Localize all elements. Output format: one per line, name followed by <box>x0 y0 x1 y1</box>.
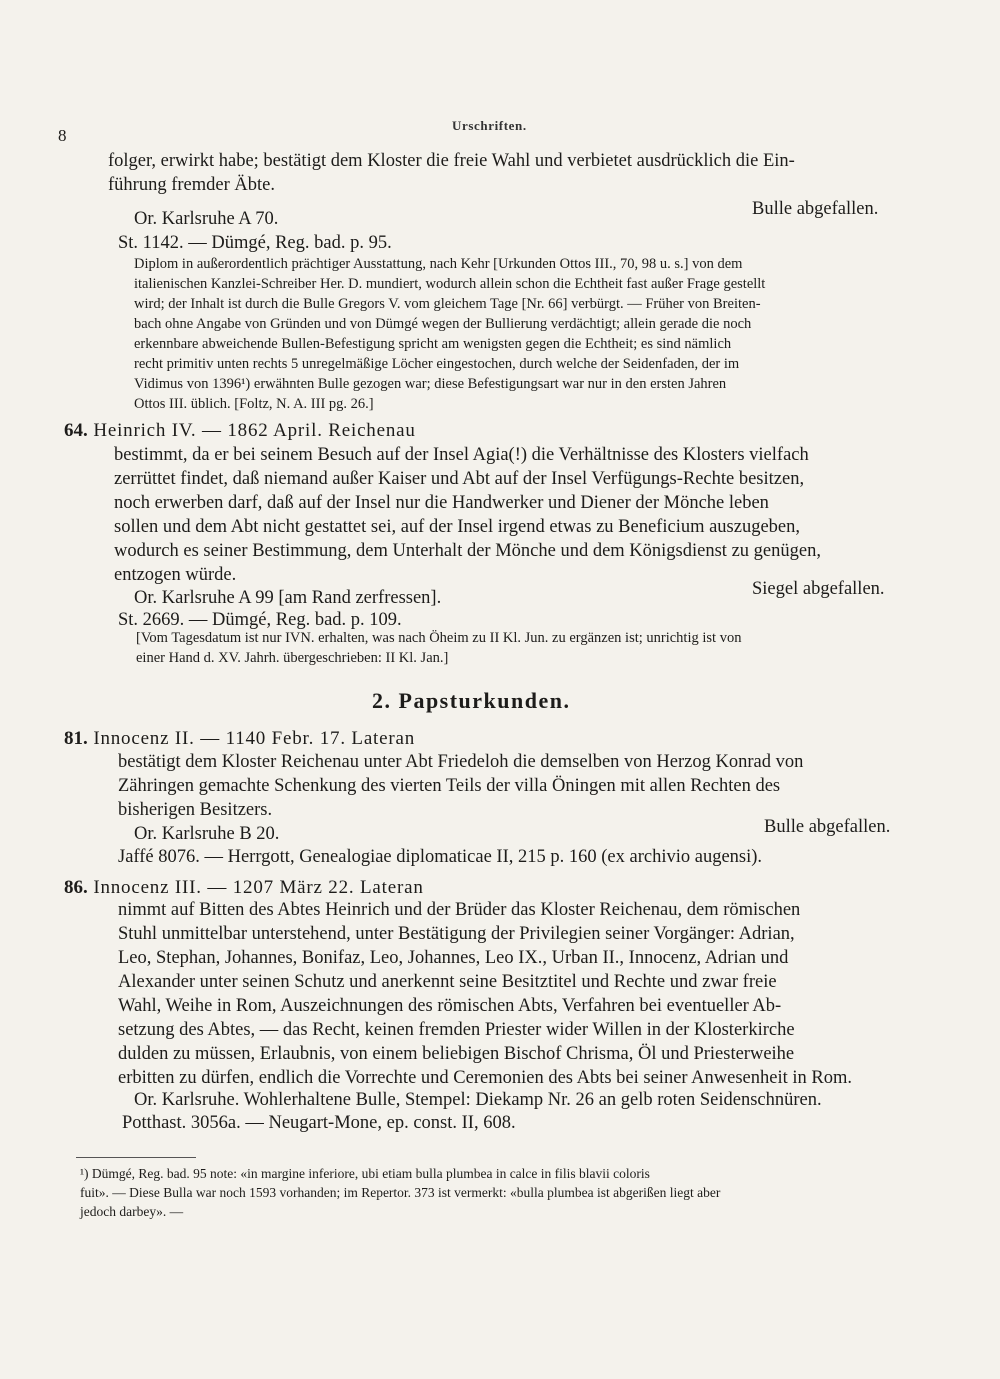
references-line: Potthast. 3056a. — Neugart-Mone, ep. const. II, 608. <box>122 1113 516 1133</box>
seal-note: Bulle abgefallen. <box>764 817 891 837</box>
references-line: Jaffé 8076. — Herrgott, Genealogiae diplomaticae II, 215 p. 160 (ex archivio augensi). <box>118 847 763 867</box>
entry-text <box>118 898 852 1090</box>
running-head: Urschriften. <box>452 118 527 133</box>
text-line: Leo, Stephan, Johannes, Bonifaz, Leo, Johannes, Leo IX., Urban II., Innocenz, Adrian und <box>118 948 789 968</box>
references-line: St. 1142. — Dümgé, Reg. bad. p. 95. <box>118 233 392 253</box>
note-line: Diplom in außerordentlich prächtiger Ausstattung, nach Kehr [Urkunden Ottos III., 70, 98 u. s.] von dem <box>134 256 743 272</box>
text-line: folger, erwirkt habe; bestätigt dem Kloster die freie Wahl und verbietet ausdrücklich die Ein- <box>108 151 795 171</box>
editorial-note <box>134 254 765 414</box>
text-line: erbitten zu dürfen, endlich die Vorrechte und Ceremonien des Abts bei seiner Anwesenheit in Rom. <box>118 1068 852 1088</box>
note-line: erkennbare abweichende Bullen-Befestigung spricht am wenigsten gegen die Echtheit; es sind nämlich <box>134 336 732 352</box>
text-line: wodurch es seiner Bestimmung, dem Unterhalt der Mönche und dem Königsdienst zu genügen, <box>114 541 821 561</box>
source-line: Or. Karlsruhe B 20. <box>134 824 280 844</box>
entry-number: 86. <box>64 877 88 898</box>
entry-text <box>118 750 803 822</box>
section-title: 2. Papsturkunden. <box>372 688 571 713</box>
entry-title: Heinrich IV. — 1862 April. Reichenau <box>93 420 416 441</box>
references-line: St. 2669. — Dümgé, Reg. bad. p. 109. <box>118 610 402 630</box>
note-line: recht primitiv unten rechts 5 unregelmäßige Löcher eingestochen, durch welche der Seidenfaden, der im <box>134 356 740 372</box>
seal-note: Siegel abgefallen. <box>752 579 885 599</box>
text-line: noch erwerben darf, daß auf der Insel nur die Handwerker und Diener der Mönche leben <box>114 493 769 513</box>
footnote-line: jedoch darbey». — <box>80 1204 184 1219</box>
text-line: bisherigen Besitzers. <box>118 800 273 820</box>
editorial-note <box>136 628 741 668</box>
entry-text <box>114 443 821 587</box>
text-line: bestimmt, da er bei seinem Besuch auf der Insel Agia(!) die Verhältnisse des Klosters vielfach <box>114 445 809 465</box>
continuation-text <box>108 149 795 197</box>
source-line: Or. Karlsruhe. Wohlerhaltene Bulle, Stempel: Diekamp Nr. 26 an gelb roten Seidenschnüren. <box>134 1090 822 1110</box>
text-line: dulden zu müssen, Erlaubnis, von einem beliebigen Bischof Chrisma, Öl und Priesterweihe <box>118 1044 795 1064</box>
entry-title: Innocenz III. — 1207 März 22. Lateran <box>93 877 424 898</box>
footnote-line: fuit». — Diese Bulla war noch 1593 vorhanden; im Repertor. 373 ist vermerkt: «bulla plumbea ist abgerißen liegt aber <box>80 1185 721 1200</box>
note-line: Ottos III. üblich. [Foltz, N. A. III pg. 26.] <box>134 396 374 412</box>
text-line: zerrüttet findet, daß niemand außer Kaiser und Abt auf der Insel Verfügungs-Rechte besitzen, <box>114 469 805 489</box>
entry-heading <box>64 877 424 899</box>
source-line: Or. Karlsruhe A 99 [am Rand zerfressen]. <box>134 588 442 608</box>
footnote-line: ¹) Dümgé, Reg. bad. 95 note: «in margine inferiore, ubi etiam bulla plumbea in calce in filis blavii coloris <box>80 1166 650 1181</box>
footnote-rule <box>76 1157 196 1158</box>
entry-number: 64. <box>64 420 88 441</box>
text-line: nimmt auf Bitten des Abtes Heinrich und der Brüder das Kloster Reichenau, dem römischen <box>118 900 801 920</box>
text-line: Zähringen gemachte Schenkung des vierten Teils der villa Öningen mit allen Rechten des <box>118 776 781 796</box>
text-line: Stuhl unmittelbar unterstehend, unter Bestätigung der Privilegien seiner Vorgänger: Adrian, <box>118 924 795 944</box>
entry-number: 81. <box>64 728 88 749</box>
seal-note: Bulle abgefallen. <box>752 199 879 219</box>
text-line: setzung des Abtes, — das Recht, keinen fremden Priester wider Willen in der Klosterkirche <box>118 1020 795 1040</box>
text-line: entzogen würde. <box>114 565 237 585</box>
footnote <box>80 1164 720 1221</box>
note-line: italienischen Kanzlei-Schreiber Her. D. mundiert, wodurch allein schon die Echtheit fast außer Frage gestellt <box>134 276 766 292</box>
note-line: [Vom Tagesdatum ist nur IVN. erhalten, was nach Öheim zu II Kl. Jun. zu ergänzen ist; unrichtig ist von <box>136 630 742 646</box>
text-line: sollen und dem Abt nicht gestattet sei, auf der Insel irgend etwas zu Beneficium auszugeben, <box>114 517 801 537</box>
note-line: wird; der Inhalt ist durch die Bulle Gregors V. vom gleichem Tage [Nr. 66] verbürgt. — Früher von Breiten- <box>134 296 761 312</box>
entry-heading <box>64 420 416 442</box>
text-line: führung fremder Äbte. <box>108 175 275 195</box>
text-line: Alexander unter seinen Schutz und anerkennt seine Besitztitel und Rechte und zwar freie <box>118 972 777 992</box>
text-line: Wahl, Weihe in Rom, Auszeichnungen des römischen Abts, Verfahren bei eventueller Ab- <box>118 996 782 1016</box>
note-line: Vidimus von 1396¹) erwähnten Bulle gezogen war; diese Befestigungsart war nur in den ersten Jahren <box>134 376 727 392</box>
entry-title: Innocenz II. — 1140 Febr. 17. Lateran <box>93 728 416 749</box>
source-line: Or. Karlsruhe A 70. <box>134 209 279 229</box>
note-line: bach ohne Angabe von Gründen und von Dümgé wegen der Bullierung verdächtigt; allein gerade die noch <box>134 316 752 332</box>
text-line: bestätigt dem Kloster Reichenau unter Abt Friedeloh die demselben von Herzog Konrad von <box>118 752 804 772</box>
page-number: 8 <box>58 126 67 145</box>
note-line: einer Hand d. XV. Jahrh. übergeschrieben: II Kl. Jan.] <box>136 650 449 666</box>
entry-heading <box>64 728 415 750</box>
